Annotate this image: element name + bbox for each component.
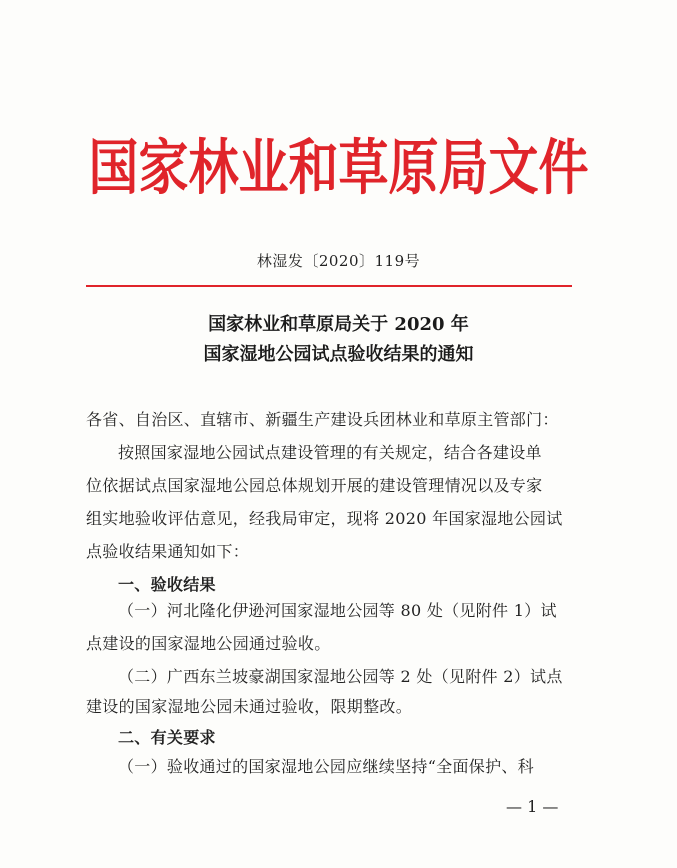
intro-paragraph-line-4: 点验收结果通知如下： bbox=[86, 542, 250, 561]
item-2-line-1: （二）广西东兰坡豪湖国家湿地公园等 2 处（见附件 2）试点 bbox=[118, 667, 563, 686]
requirement-1-line-1: （一）验收通过的国家湿地公园应继续坚持“全面保护、科 bbox=[118, 757, 534, 776]
red-divider-line bbox=[86, 285, 572, 287]
masthead-title: 国家林业和草原局文件 bbox=[88, 133, 589, 203]
notice-title-line-2: 国家湿地公园试点验收结果的通知 bbox=[203, 344, 474, 365]
section-heading-1: 一、验收结果 bbox=[118, 575, 216, 594]
intro-paragraph-line-3: 组实地验收评估意见，经我局审定，现将 2020 年国家湿地公园试 bbox=[86, 509, 563, 528]
item-1-line-1: （一）河北隆化伊逊河国家湿地公园等 80 处（见附件 1）试 bbox=[118, 601, 557, 620]
notice-title-line-1: 国家林业和草原局关于 2020 年 bbox=[208, 314, 469, 335]
page-number: — 1 — bbox=[506, 797, 559, 816]
intro-paragraph-line-1: 按照国家湿地公园试点建设管理的有关规定，结合各建设单 bbox=[118, 443, 542, 462]
item-2-line-2: 建设的国家湿地公园未通过验收，限期整改。 bbox=[86, 697, 413, 716]
section-heading-2: 二、有关要求 bbox=[118, 728, 216, 747]
intro-paragraph-line-2: 位依据试点国家湿地公园总体规划开展的建设管理情况以及专家 bbox=[86, 476, 543, 495]
item-1-line-2: 点建设的国家湿地公园通过验收。 bbox=[86, 634, 331, 653]
salutation: 各省、自治区、直辖市、新疆生产建设兵团林业和草原主管部门： bbox=[86, 410, 559, 429]
document-number: 林湿发〔2020〕119号 bbox=[256, 252, 421, 270]
